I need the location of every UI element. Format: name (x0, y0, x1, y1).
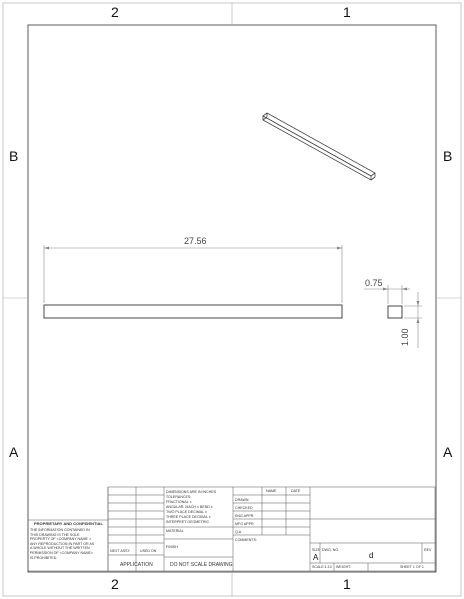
size-label: SIZE (312, 548, 320, 552)
used-on-label: USED ON (140, 549, 157, 553)
side-view-bar (388, 306, 402, 318)
zone-left-a: A (9, 444, 19, 460)
next-assy-label: NEXT ASSY (110, 549, 130, 553)
material-label: MATERIAL (166, 529, 184, 533)
eng-appr-label: ENG APPR. (235, 514, 255, 518)
sheet-label: SHEET 1 OF 1 (400, 565, 424, 569)
zone-top-1: 1 (343, 4, 351, 20)
height-dimension-label: 1.00 (400, 328, 410, 346)
name-header: NAME (266, 489, 277, 493)
angular-label: ANGULAR: MACH ± BEND ± (166, 505, 213, 509)
checked-label: CHECKED (235, 506, 253, 510)
zone-bottom-2: 2 (111, 576, 119, 592)
zone-ticks (3, 3, 461, 596)
rev-label: REV (424, 548, 432, 552)
zone-right-a: A (443, 444, 453, 460)
application-label: APPLICATION (120, 562, 153, 568)
length-dimension-label: 27.56 (184, 236, 207, 246)
three-place-label: THREE PLACE DECIMAL ± (166, 515, 211, 519)
zone-left-b: B (9, 148, 19, 164)
outer-border (3, 3, 461, 596)
interpret-label: INTERPRET GEOMETRIC (166, 520, 210, 524)
comments-label: COMMENTS: (235, 538, 257, 542)
zone-right-b: B (443, 148, 453, 164)
width-dimension-label: 0.75 (365, 278, 383, 288)
weight-label: WEIGHT: (336, 565, 351, 569)
fractional-label: FRACTIONAL ± (166, 500, 192, 504)
scale-label: SCALE:1:10 (312, 565, 332, 569)
front-view-bar (44, 305, 342, 318)
zone-bottom-1: 1 (343, 576, 351, 592)
date-header: DATE (291, 489, 301, 493)
dimensions-note: DIMENSIONS ARE IN INCHES (166, 490, 217, 494)
finish-label: FINISH (166, 545, 178, 549)
size-value: A (313, 553, 319, 562)
zone-top-2: 2 (111, 4, 119, 20)
dwg-no-label: DWG. NO. (322, 548, 340, 552)
isometric-bar (263, 113, 375, 180)
dwg-no-value: d (369, 551, 374, 560)
two-place-label: TWO PLACE DECIMAL ± (166, 510, 207, 514)
mfg-appr-label: MFG APPR. (235, 522, 255, 526)
proprietary-title: PROPRIETARY AND CONFIDENTIAL (34, 521, 103, 526)
drawn-label: DRAWN (235, 498, 249, 502)
proprietary-text: THE INFORMATION CONTAINED IN THIS DRAWING IS THE SOLE PROPERTY OF <COMPANY NAME >. ANY REPRODUCTION IN PART OR AS A WHOLE WITHOUT THE WRITTEN PERMISSION OF <COMPANY NAME> IS PROHIBITED. (30, 528, 95, 560)
length-dimension (44, 245, 342, 303)
do-not-scale-label: DO NOT SCALE DRAWING (170, 562, 233, 568)
tolerances-label: TOLERANCES: (166, 495, 192, 499)
qa-label: Q.A. (235, 530, 243, 534)
inner-border (28, 25, 436, 572)
